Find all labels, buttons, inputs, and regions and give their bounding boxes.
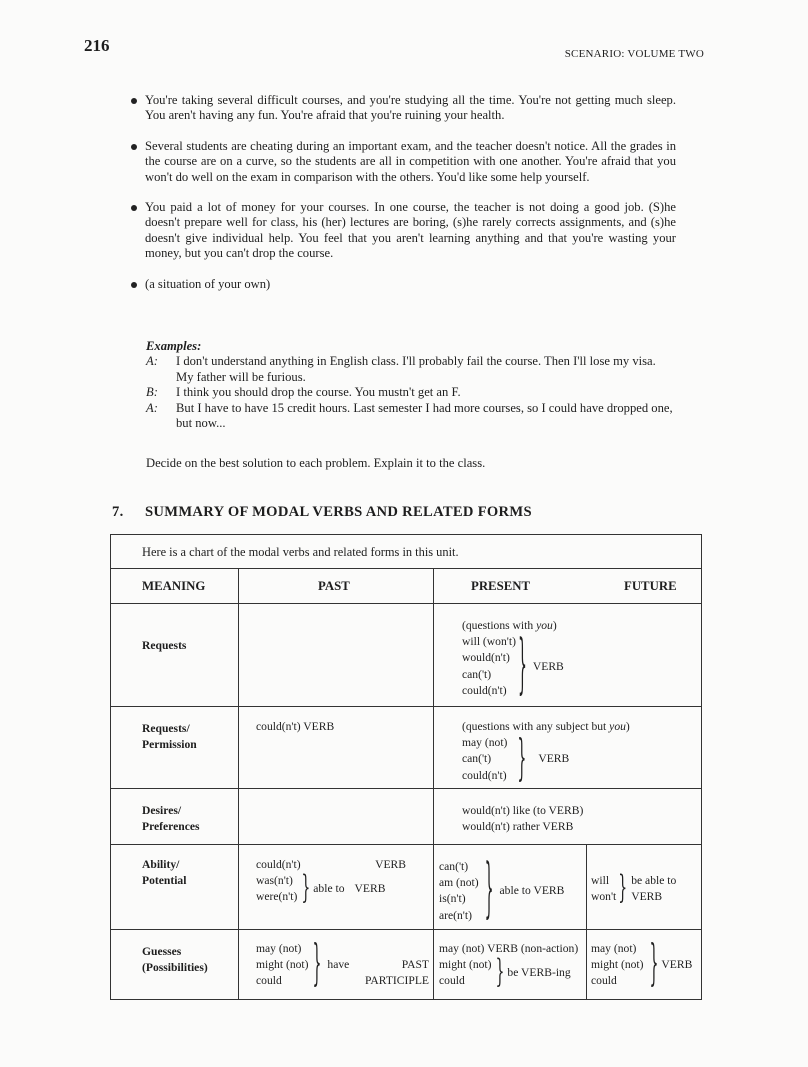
meaning-desires: Desires/ Preferences <box>142 804 200 834</box>
brace-icon: } <box>495 955 505 992</box>
brace-icon: } <box>301 871 311 908</box>
divider <box>111 844 701 845</box>
modal-forms: was(n't) were(n't) <box>256 874 298 904</box>
dialogue-text: But I have to have 15 credit hours. Last semester I had more courses, so I could have dropped one, but now... <box>176 400 673 431</box>
speaker-label: B: <box>146 385 158 400</box>
meaning-ability: Ability/ Potential <box>142 858 187 888</box>
modal-forms: can('t) am (not) is(n't) are(n't) <box>439 860 479 922</box>
column-header-present: PRESENT <box>471 579 531 593</box>
divider <box>111 929 701 930</box>
requests-present <box>462 618 564 704</box>
running-head: SCENARIO: VOLUME TWO <box>564 48 704 60</box>
divider <box>111 603 701 604</box>
guesses-present: may (not) VERB (non-action) might (not) could } be VERB-ing <box>439 942 579 992</box>
column-header-meaning: MEANING <box>142 579 206 593</box>
bullet-icon <box>131 144 137 150</box>
column-header-future: FUTURE <box>624 579 677 593</box>
speaker-label: A: <box>146 354 158 369</box>
examples-title: Examples: <box>146 339 202 353</box>
dialogue-line <box>146 354 676 385</box>
present-note: (questions with you) <box>462 619 557 632</box>
bullet-icon <box>131 205 137 211</box>
dialogue-line <box>146 401 676 432</box>
divider <box>111 706 701 707</box>
list-item-text: You're taking several difficult courses, and you're studying all the time. You're not getting much sleep. You aren't having any fun. You're afraid that you're ruining your health. <box>145 93 676 123</box>
divider <box>111 788 701 789</box>
dialogue-line <box>146 385 676 400</box>
divider <box>586 844 587 999</box>
list-item <box>131 200 676 262</box>
column-header-past: PAST <box>318 579 350 593</box>
section-title: SUMMARY OF MODAL VERBS AND RELATED FORMS <box>145 504 532 520</box>
ability-future: will won't } be able to VERB <box>591 870 677 908</box>
permission-present <box>462 719 630 788</box>
list-item-text: You paid a lot of money for your courses. In one course, the teacher is not doing a good job. (S)he doesn't prepare well for class, his (her) lectures are boring, (s)he rarely corrects assignments, and (s)he doesn't give individual help. You feel that you aren't learning anything and that you're wasting your money, but you can't drop the course. <box>145 200 676 261</box>
list-item <box>131 139 676 185</box>
meaning-permission: Requests/ Permission <box>142 722 197 752</box>
permission-past: could(n't) VERB <box>256 720 335 733</box>
result-form: VERB <box>538 752 570 766</box>
meaning-requests: Requests <box>142 639 187 652</box>
section-heading <box>112 504 532 521</box>
meaning-guesses: Guesses (Possibilities) <box>142 945 208 975</box>
list-item <box>131 277 676 292</box>
brace-icon: } <box>618 870 628 908</box>
dialogue-text: I don't understand anything in English class. I'll probably fail the course. Then I'll lose my visa. My father will be furious. <box>176 354 656 384</box>
brace-icon: } <box>649 937 659 994</box>
bullet-icon <box>131 282 137 288</box>
brace-icon: } <box>517 629 527 704</box>
brace-icon: } <box>484 854 494 929</box>
modal-verbs-table <box>110 534 702 1000</box>
table-intro: Here is a chart of the modal verbs and related forms in this unit. <box>111 535 701 569</box>
modal-forms: may (not) can('t) could(n't) <box>462 736 508 782</box>
section-number: 7. <box>112 504 124 520</box>
divider <box>238 568 239 999</box>
modal-forms: may (not) might (not) could <box>256 942 309 988</box>
ability-past: could(n't) VERB was(n't) were(n't) } able to VERB <box>256 858 406 908</box>
present-note: (questions with any subject but you) <box>462 720 630 733</box>
speaker-label: A: <box>146 400 158 415</box>
brace-icon: } <box>312 937 322 994</box>
result-form: VERB <box>532 659 564 673</box>
list-item <box>131 93 676 124</box>
modal-forms: will won't <box>591 874 617 904</box>
situation-list <box>131 93 676 307</box>
list-item-text: (a situation of your own) <box>145 276 271 291</box>
ability-present: can('t) am (not) is(n't) are(n't) } able to VERB <box>439 854 565 929</box>
page-number: 216 <box>84 36 110 55</box>
divider <box>433 568 434 999</box>
modal-forms: may (not) might (not) could <box>591 942 644 988</box>
examples-block <box>146 339 676 431</box>
dialogue-text: I think you should drop the course. You mustn't get an F. <box>176 385 461 400</box>
modal-forms: might (not) could <box>439 958 492 988</box>
brace-icon: } <box>517 731 527 788</box>
modal-forms: will (won't) would(n't) can('t) could(n't) <box>462 635 516 697</box>
guesses-past: may (not) might (not) could } have PAST PARTICIPLE <box>256 937 429 994</box>
list-item-text: Several students are cheating during an important exam, and the teacher doesn't notice. All the grades in the course are on a curve, so the students are all in competition with one another. You're afraid that you won't do well on the exam in comparison with the others. You'd like some help yourself. <box>145 138 676 184</box>
desires-present: would(n't) like (to VERB) would(n't) rather VERB <box>462 804 584 834</box>
instruction-text: Decide on the best solution to each problem. Explain it to the class. <box>146 456 486 470</box>
guesses-future: may (not) might (not) could } VERB <box>591 937 693 994</box>
bullet-icon <box>131 98 137 104</box>
